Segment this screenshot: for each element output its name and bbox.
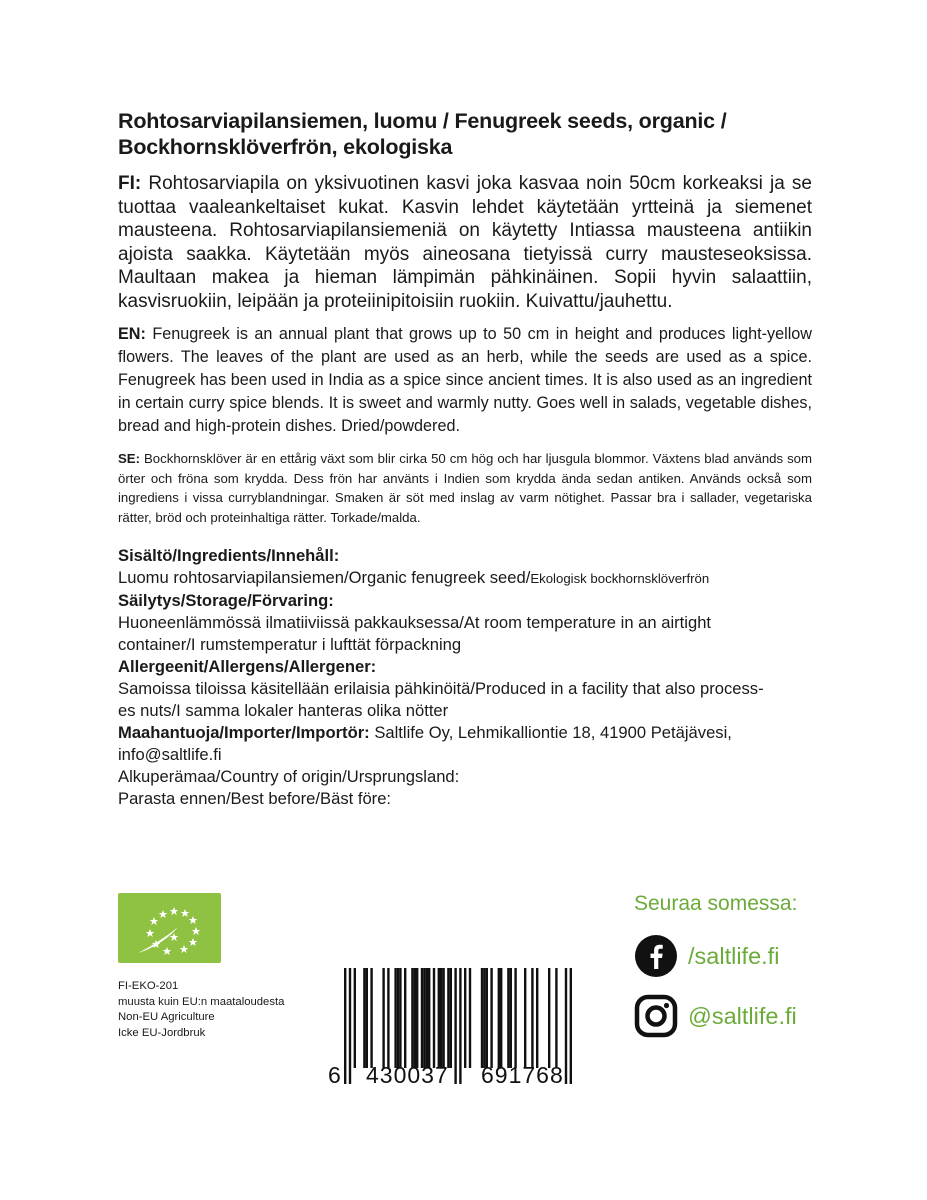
barcode-bar — [510, 968, 512, 1068]
eu-organic-logo — [118, 893, 221, 963]
barcode-bar — [423, 968, 425, 1068]
best-before-label: Parasta ennen/Best before/Bäst före: — [118, 789, 392, 808]
barcode-bar — [370, 968, 372, 1068]
barcode-bar — [397, 968, 399, 1068]
barcode-bar — [428, 968, 430, 1068]
ingredients-text — [118, 567, 812, 590]
barcode-bar — [498, 968, 500, 1068]
instagram-link[interactable] — [634, 994, 797, 1038]
barcode-digits — [322, 1060, 584, 1090]
storage-line-1: Huoneenlämmössä ilmatiiviissä pakkauksessa/At room temperature in an airtight — [118, 613, 712, 632]
eu-agriculture-en: Non-EU Agriculture — [118, 1011, 215, 1024]
social-media-block — [634, 890, 824, 1029]
barcode-bar — [411, 968, 413, 1068]
barcode-bar — [438, 968, 440, 1068]
ingredients-heading: Sisältö/Ingredients/Innehåll: — [118, 546, 340, 565]
barcode-right-group: 691768 — [481, 1062, 564, 1088]
barcode-bar — [363, 968, 365, 1068]
lang-label-se: SE: — [118, 451, 140, 466]
ingredients-text-main: Luomu rohtosarviapilansiemen/Organic fenugreek seed/ — [118, 568, 531, 587]
product-details — [118, 545, 812, 810]
allergens-heading: Allergeenit/Allergens/Allergener: — [118, 657, 377, 676]
storage-line-2: container/I rumstemperatur i lufttät förpackning — [118, 635, 462, 654]
description-fi — [118, 172, 812, 313]
barcode-bar — [555, 968, 557, 1068]
barcode-bar — [399, 968, 401, 1068]
barcode-bar — [426, 968, 428, 1068]
barcode-bar — [421, 968, 423, 1068]
barcode-bar — [354, 968, 356, 1068]
description-se-text: Bockhornsklöver är en ettårig växt som blir cirka 50 cm hög och har ljusgula blommor. Växtens blad används som örter och fröna som krydda. Dess frön har använts i Indien som krydda ända sedan antiken. Används också som ingrediens i vissa curryblandningar. Smaken är söt med inslag av varm nötighet. Passar bra i sallader, vegetariska rätter, bröd och proteinhaltiga rätter. Torkade/malda. — [118, 451, 812, 525]
barcode-first-digit: 6 — [328, 1062, 341, 1088]
ingredients-text-se: Ekologisk bockhornsklöverfrön — [530, 571, 710, 586]
barcode-bar — [442, 968, 444, 1068]
allergens-line-2: es nuts/I samma lokaler hanteras olika nötter — [118, 701, 449, 720]
facebook-handle: /saltlife.fi — [688, 942, 780, 969]
social-title: Seuraa somessa: — [634, 892, 798, 915]
barcode-bar — [366, 968, 368, 1068]
barcode-bar — [387, 968, 389, 1068]
barcode-bar — [507, 968, 509, 1068]
barcode-bar — [450, 968, 452, 1068]
country-of-origin-label: Alkuperämaa/Country of origin/Ursprungsland: — [118, 767, 460, 786]
barcode-bar — [440, 968, 442, 1068]
barcode-bar — [433, 968, 435, 1068]
importer — [118, 722, 812, 744]
lang-label-en: EN: — [118, 325, 146, 343]
barcode-bar — [500, 968, 502, 1068]
barcode-bar — [524, 968, 526, 1068]
product-info — [118, 108, 812, 810]
barcode-bar — [548, 968, 550, 1068]
eu-agriculture-se: Icke EU-Jordbruk — [118, 1027, 206, 1040]
barcode-bar — [469, 968, 471, 1068]
eu-leaf-icon — [118, 893, 221, 963]
importer-heading: Maahantuoja/Importer/Importör: — [118, 723, 370, 742]
eu-control-code: FI-EKO-201 — [118, 980, 179, 992]
product-title: Rohtosarviapilansiemen, luomu / Fenugreek seeds, organic / Bockhornsklöverfrön, ekologiska — [118, 109, 727, 159]
barcode-bar — [490, 968, 492, 1068]
description-fi-text: Rohtosarviapila on yksivuotinen kasvi joka kasvaa noin 50cm korkeaksi ja se tuottaa vaaleankeltaiset kukat. Kasvin lehdet käytetään yrtteinä ja siemenet mausteena. Rohtosarviapilansiemeniä on käytetty Intiassa mausteena antiikin ajoista saakka. Käytetään myös aineosana tietyissä curry mausteseoksissa. Maultaan makea ja hieman lämpimän pähkinäinen. Sopii hyvin salaattiin, kasvisruokiin, leipään ja proteiinipitoisiin ruokiin. Kuivattu/jauhettu. — [118, 173, 812, 312]
barcode-bar — [404, 968, 406, 1068]
barcode-left-group: 430037 — [366, 1062, 449, 1088]
description-en-text: Fenugreek is an annual plant that grows up to 50 cm in height and produces light-yellow flowers. The leaves of the plant are used as an herb, while the seeds are used as a spice. Fenugreek has been used in India as a spice since ancient times. It is also used as an ingredient in certain curry spice blends. It is sweet and warmly nutty. Goes well in salads, vegetable dishes, bread and high-protein dishes. Dried/powdered. — [118, 325, 812, 435]
barcode-bar — [531, 968, 533, 1068]
barcode-bar — [481, 968, 483, 1068]
barcode-bar — [414, 968, 416, 1068]
barcode-bar — [483, 968, 485, 1068]
barcode-bar — [464, 968, 466, 1068]
storage-heading: Säilytys/Storage/Förvaring: — [118, 591, 334, 610]
barcode-bar — [394, 968, 396, 1068]
facebook-icon — [634, 934, 678, 978]
barcode-bar — [382, 968, 384, 1068]
barcode-bar — [416, 968, 418, 1068]
allergens-line-1: Samoissa tiloissa käsitellään erilaisia pähkinöitä/Produced in a facility that also process- — [118, 679, 764, 698]
importer-address: Saltlife Oy, Lehmikalliontie 18, 41900 Petäjävesi, — [374, 723, 732, 742]
ean-barcode — [322, 968, 584, 1100]
description-en — [118, 323, 812, 438]
instagram-icon — [634, 994, 678, 1038]
eu-agriculture-fi: muusta kuin EU:n maataloudesta — [118, 995, 285, 1008]
barcode-bar — [536, 968, 538, 1068]
description-se — [118, 449, 812, 527]
facebook-link[interactable] — [634, 934, 779, 978]
barcode-bar — [514, 968, 516, 1068]
lang-label-fi: FI: — [118, 173, 142, 194]
importer-email: info@saltlife.fi — [118, 745, 222, 764]
instagram-handle: @saltlife.fi — [688, 1002, 797, 1029]
barcode-bar — [486, 968, 488, 1068]
barcode-bar — [447, 968, 449, 1068]
